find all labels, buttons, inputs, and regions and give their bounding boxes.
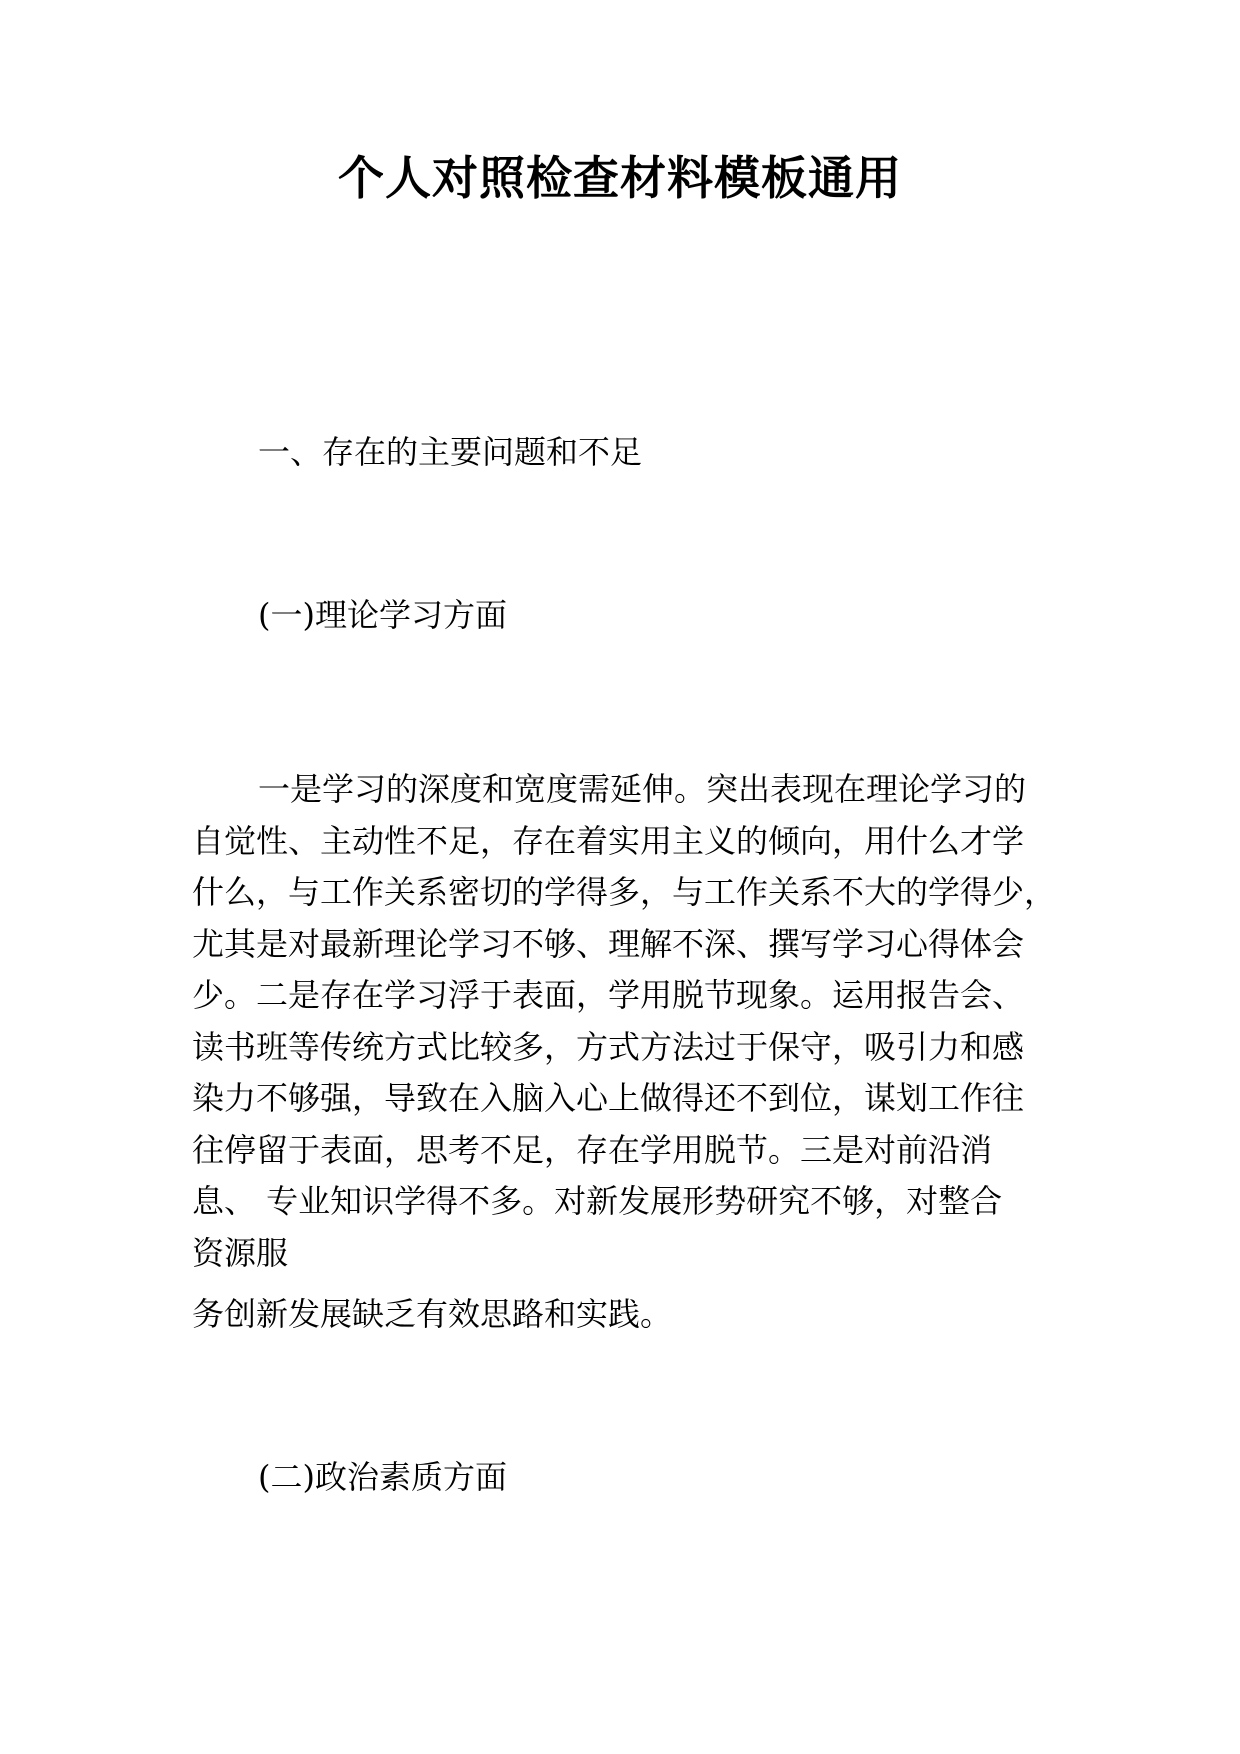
subsection-heading-political-quality: (二)政治素质方面: [258, 1458, 507, 1496]
paragraph-line: 资源服: [192, 1233, 289, 1272]
paragraph-line: 往停留于表面，思考不足，存在学用脱节。三是对前沿消: [192, 1130, 993, 1169]
section-heading: 一、存在的主要问题和不足: [258, 433, 643, 471]
paragraph-line: 自觉性、主动性不足，存在着实用主义的倾向，用什么才学: [192, 821, 1025, 860]
paragraph-line: 少。二是存在学习浮于表面，学用脱节现象。运用报告会、: [192, 976, 1025, 1014]
paragraph-line: 尤其是对最新理论学习不够、理解不深、撰写学习心得体会: [192, 924, 1025, 963]
paragraph-line: 一是学习的深度和宽度需延伸。突出表现在理论学习的: [258, 770, 1027, 808]
paragraph-line: 读书班等传统方式比较多，方式方法过于保守，吸引力和感: [192, 1027, 1025, 1066]
paragraph-line: 息、 专业知识学得不多。对新发展形势研究不够，对整合: [192, 1182, 1003, 1220]
paragraph-line: 染力不够强，导致在入脑入心上做得还不到位，谋划工作往: [192, 1079, 1025, 1117]
paragraph-line: 什么，与工作关系密切的学得多，与工作关系不大的学得少，: [192, 873, 1057, 911]
document-title: 个人对照检查材料模板通用: [338, 151, 902, 205]
paragraph-tail: 务创新发展缺乏有效思路和实践。: [192, 1295, 673, 1333]
subsection-heading-theory-study: (一)理论学习方面: [258, 596, 507, 634]
body-paragraph: [192, 764, 1072, 1279]
